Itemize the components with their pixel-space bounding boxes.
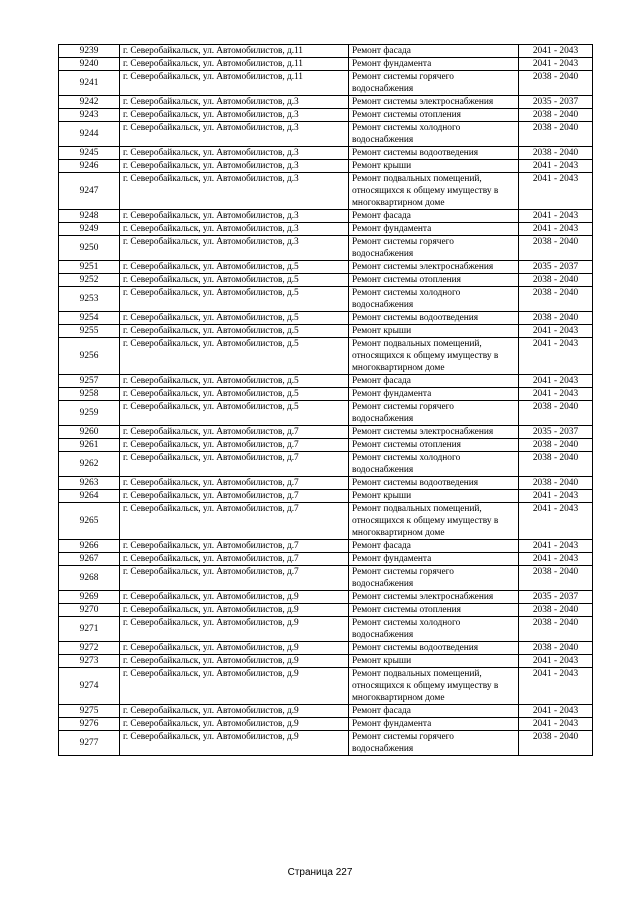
row-number: 9255 xyxy=(59,325,120,338)
row-work-type: Ремонт системы электроснабжения xyxy=(349,96,519,109)
row-number: 9256 xyxy=(59,338,120,375)
row-period: 2038 - 2040 xyxy=(519,287,593,312)
table-row xyxy=(59,731,593,756)
row-work-type: Ремонт фундамента xyxy=(349,388,519,401)
row-number: 9241 xyxy=(59,71,120,96)
row-period: 2035 - 2037 xyxy=(519,261,593,274)
row-number: 9245 xyxy=(59,147,120,160)
row-period: 2041 - 2043 xyxy=(519,388,593,401)
row-work-type: Ремонт крыши xyxy=(349,325,519,338)
row-period: 2038 - 2040 xyxy=(519,401,593,426)
table-row xyxy=(59,274,593,287)
row-period: 2038 - 2040 xyxy=(519,147,593,160)
table-row xyxy=(59,452,593,477)
table-row xyxy=(59,439,593,452)
row-period: 2038 - 2040 xyxy=(519,452,593,477)
row-address: г. Северобайкальск, ул. Автомобилистов, д.9 xyxy=(120,705,349,718)
table-row xyxy=(59,705,593,718)
row-address: г. Северобайкальск, ул. Автомобилистов, д.3 xyxy=(120,147,349,160)
row-work-type: Ремонт фундамента xyxy=(349,718,519,731)
table-row xyxy=(59,591,593,604)
row-work-type: Ремонт системы электроснабжения xyxy=(349,426,519,439)
table-row xyxy=(59,236,593,261)
row-period: 2041 - 2043 xyxy=(519,655,593,668)
row-work-type: Ремонт подвальных помещений, относящихся к общему имуществу в многоквартирном доме xyxy=(349,668,519,705)
table-row xyxy=(59,426,593,439)
row-work-type: Ремонт фасада xyxy=(349,705,519,718)
row-work-type: Ремонт системы отопления xyxy=(349,109,519,122)
table-row xyxy=(59,223,593,236)
row-address: г. Северобайкальск, ул. Автомобилистов, д.3 xyxy=(120,122,349,147)
row-address: г. Северобайкальск, ул. Автомобилистов, д.9 xyxy=(120,668,349,705)
table-row xyxy=(59,668,593,705)
row-period: 2041 - 2043 xyxy=(519,223,593,236)
row-period: 2038 - 2040 xyxy=(519,109,593,122)
table-row xyxy=(59,96,593,109)
row-work-type: Ремонт системы горячего водоснабжения xyxy=(349,401,519,426)
row-number: 9261 xyxy=(59,439,120,452)
row-work-type: Ремонт фундамента xyxy=(349,553,519,566)
row-period: 2041 - 2043 xyxy=(519,540,593,553)
row-work-type: Ремонт фундамента xyxy=(349,58,519,71)
row-number: 9257 xyxy=(59,375,120,388)
row-period: 2041 - 2043 xyxy=(519,705,593,718)
row-number: 9267 xyxy=(59,553,120,566)
row-work-type: Ремонт системы горячего водоснабжения xyxy=(349,731,519,756)
row-work-type: Ремонт системы холодного водоснабжения xyxy=(349,287,519,312)
table-row xyxy=(59,338,593,375)
row-address: г. Северобайкальск, ул. Автомобилистов, д.3 xyxy=(120,173,349,210)
row-number: 9246 xyxy=(59,160,120,173)
row-number: 9243 xyxy=(59,109,120,122)
row-work-type: Ремонт фасада xyxy=(349,45,519,58)
table-row xyxy=(59,401,593,426)
row-work-type: Ремонт подвальных помещений, относящихся к общему имуществу в многоквартирном доме xyxy=(349,173,519,210)
row-period: 2035 - 2037 xyxy=(519,591,593,604)
table-row xyxy=(59,503,593,540)
row-work-type: Ремонт системы отопления xyxy=(349,604,519,617)
row-period: 2038 - 2040 xyxy=(519,617,593,642)
row-work-type: Ремонт крыши xyxy=(349,160,519,173)
row-number: 9275 xyxy=(59,705,120,718)
row-work-type: Ремонт крыши xyxy=(349,490,519,503)
row-work-type: Ремонт системы отопления xyxy=(349,439,519,452)
row-work-type: Ремонт крыши xyxy=(349,655,519,668)
table-row xyxy=(59,540,593,553)
row-number: 9272 xyxy=(59,642,120,655)
row-period: 2038 - 2040 xyxy=(519,604,593,617)
row-period: 2038 - 2040 xyxy=(519,731,593,756)
row-address: г. Северобайкальск, ул. Автомобилистов, д.7 xyxy=(120,540,349,553)
row-address: г. Северобайкальск, ул. Автомобилистов, д.3 xyxy=(120,96,349,109)
row-address: г. Северобайкальск, ул. Автомобилистов, д.7 xyxy=(120,503,349,540)
row-address: г. Северобайкальск, ул. Автомобилистов, д.5 xyxy=(120,274,349,287)
row-address: г. Северобайкальск, ул. Автомобилистов, д.9 xyxy=(120,731,349,756)
row-number: 9252 xyxy=(59,274,120,287)
row-number: 9268 xyxy=(59,566,120,591)
row-work-type: Ремонт системы водоотведения xyxy=(349,477,519,490)
row-period: 2041 - 2043 xyxy=(519,45,593,58)
row-address: г. Северобайкальск, ул. Автомобилистов, д.9 xyxy=(120,642,349,655)
table-row xyxy=(59,261,593,274)
row-number: 9271 xyxy=(59,617,120,642)
row-work-type: Ремонт системы горячего водоснабжения xyxy=(349,236,519,261)
row-work-type: Ремонт системы отопления xyxy=(349,274,519,287)
row-number: 9276 xyxy=(59,718,120,731)
row-work-type: Ремонт системы холодного водоснабжения xyxy=(349,452,519,477)
row-period: 2041 - 2043 xyxy=(519,490,593,503)
row-address: г. Северобайкальск, ул. Автомобилистов, д.7 xyxy=(120,452,349,477)
row-address: г. Северобайкальск, ул. Автомобилистов, д.5 xyxy=(120,287,349,312)
table-row xyxy=(59,71,593,96)
row-address: г. Северобайкальск, ул. Автомобилистов, д.3 xyxy=(120,109,349,122)
row-number: 9264 xyxy=(59,490,120,503)
row-work-type: Ремонт системы водоотведения xyxy=(349,642,519,655)
row-work-type: Ремонт подвальных помещений, относящихся к общему имуществу в многоквартирном доме xyxy=(349,338,519,375)
table-row xyxy=(59,173,593,210)
table-row xyxy=(59,477,593,490)
row-address: г. Северобайкальск, ул. Автомобилистов, д.7 xyxy=(120,426,349,439)
row-period: 2038 - 2040 xyxy=(519,642,593,655)
row-number: 9258 xyxy=(59,388,120,401)
table-row xyxy=(59,58,593,71)
row-address: г. Северобайкальск, ул. Автомобилистов, д.11 xyxy=(120,58,349,71)
table-row xyxy=(59,287,593,312)
row-number: 9251 xyxy=(59,261,120,274)
row-number: 9259 xyxy=(59,401,120,426)
row-period: 2038 - 2040 xyxy=(519,71,593,96)
table-row xyxy=(59,147,593,160)
row-work-type: Ремонт системы горячего водоснабжения xyxy=(349,71,519,96)
row-work-type: Ремонт фасада xyxy=(349,540,519,553)
row-number: 9247 xyxy=(59,173,120,210)
row-period: 2038 - 2040 xyxy=(519,312,593,325)
row-period: 2041 - 2043 xyxy=(519,210,593,223)
row-number: 9265 xyxy=(59,503,120,540)
row-address: г. Северобайкальск, ул. Автомобилистов, д.5 xyxy=(120,338,349,375)
row-work-type: Ремонт системы водоотведения xyxy=(349,312,519,325)
row-number: 9248 xyxy=(59,210,120,223)
row-period: 2041 - 2043 xyxy=(519,160,593,173)
row-number: 9273 xyxy=(59,655,120,668)
row-address: г. Северобайкальск, ул. Автомобилистов, д.5 xyxy=(120,388,349,401)
row-number: 9277 xyxy=(59,731,120,756)
row-number: 9244 xyxy=(59,122,120,147)
row-period: 2041 - 2043 xyxy=(519,58,593,71)
row-address: г. Северобайкальск, ул. Автомобилистов, д.5 xyxy=(120,401,349,426)
row-address: г. Северобайкальск, ул. Автомобилистов, д.5 xyxy=(120,375,349,388)
table-row xyxy=(59,642,593,655)
row-address: г. Северобайкальск, ул. Автомобилистов, д.3 xyxy=(120,236,349,261)
table-body xyxy=(59,45,593,756)
row-work-type: Ремонт подвальных помещений, относящихся к общему имуществу в многоквартирном доме xyxy=(349,503,519,540)
row-period: 2038 - 2040 xyxy=(519,439,593,452)
row-number: 9260 xyxy=(59,426,120,439)
row-period: 2038 - 2040 xyxy=(519,274,593,287)
repair-schedule-table xyxy=(58,44,593,756)
row-work-type: Ремонт системы горячего водоснабжения xyxy=(349,566,519,591)
row-address: г. Северобайкальск, ул. Автомобилистов, д.7 xyxy=(120,490,349,503)
table-row xyxy=(59,122,593,147)
row-address: г. Северобайкальск, ул. Автомобилистов, д.11 xyxy=(120,45,349,58)
row-work-type: Ремонт фасада xyxy=(349,375,519,388)
row-number: 9253 xyxy=(59,287,120,312)
row-period: 2041 - 2043 xyxy=(519,668,593,705)
table-row xyxy=(59,109,593,122)
row-address: г. Северобайкальск, ул. Автомобилистов, д.9 xyxy=(120,617,349,642)
row-period: 2041 - 2043 xyxy=(519,503,593,540)
row-work-type: Ремонт системы холодного водоснабжения xyxy=(349,122,519,147)
table-row xyxy=(59,604,593,617)
row-number: 9242 xyxy=(59,96,120,109)
table-row xyxy=(59,160,593,173)
row-work-type: Ремонт фундамента xyxy=(349,223,519,236)
row-address: г. Северобайкальск, ул. Автомобилистов, д.3 xyxy=(120,210,349,223)
row-address: г. Северобайкальск, ул. Автомобилистов, д.11 xyxy=(120,71,349,96)
table-row xyxy=(59,617,593,642)
row-address: г. Северобайкальск, ул. Автомобилистов, д.9 xyxy=(120,604,349,617)
row-work-type: Ремонт фасада xyxy=(349,210,519,223)
table-row xyxy=(59,325,593,338)
row-address: г. Северобайкальск, ул. Автомобилистов, д.3 xyxy=(120,160,349,173)
row-work-type: Ремонт системы электроснабжения xyxy=(349,261,519,274)
table-row xyxy=(59,490,593,503)
row-period: 2041 - 2043 xyxy=(519,375,593,388)
row-address: г. Северобайкальск, ул. Автомобилистов, д.7 xyxy=(120,553,349,566)
table-row xyxy=(59,655,593,668)
row-work-type: Ремонт системы водоотведения xyxy=(349,147,519,160)
table-row xyxy=(59,45,593,58)
table-row xyxy=(59,553,593,566)
row-number: 9262 xyxy=(59,452,120,477)
row-number: 9249 xyxy=(59,223,120,236)
row-address: г. Северобайкальск, ул. Автомобилистов, д.5 xyxy=(120,261,349,274)
row-number: 9274 xyxy=(59,668,120,705)
row-number: 9254 xyxy=(59,312,120,325)
row-period: 2035 - 2037 xyxy=(519,426,593,439)
row-work-type: Ремонт системы холодного водоснабжения xyxy=(349,617,519,642)
row-period: 2041 - 2043 xyxy=(519,338,593,375)
table-row xyxy=(59,375,593,388)
row-period: 2041 - 2043 xyxy=(519,553,593,566)
row-period: 2038 - 2040 xyxy=(519,477,593,490)
row-address: г. Северобайкальск, ул. Автомобилистов, д.7 xyxy=(120,477,349,490)
row-address: г. Северобайкальск, ул. Автомобилистов, д.5 xyxy=(120,325,349,338)
row-period: 2038 - 2040 xyxy=(519,236,593,261)
row-number: 9266 xyxy=(59,540,120,553)
row-address: г. Северобайкальск, ул. Автомобилистов, д.7 xyxy=(120,439,349,452)
row-address: г. Северобайкальск, ул. Автомобилистов, д.5 xyxy=(120,312,349,325)
table-row xyxy=(59,388,593,401)
row-period: 2035 - 2037 xyxy=(519,96,593,109)
row-number: 9269 xyxy=(59,591,120,604)
row-number: 9263 xyxy=(59,477,120,490)
table-row xyxy=(59,718,593,731)
row-number: 9270 xyxy=(59,604,120,617)
row-address: г. Северобайкальск, ул. Автомобилистов, д.9 xyxy=(120,655,349,668)
row-address: г. Северобайкальск, ул. Автомобилистов, д.9 xyxy=(120,591,349,604)
row-period: 2041 - 2043 xyxy=(519,718,593,731)
table-row xyxy=(59,312,593,325)
row-address: г. Северобайкальск, ул. Автомобилистов, д.9 xyxy=(120,718,349,731)
table-row xyxy=(59,566,593,591)
row-period: 2038 - 2040 xyxy=(519,566,593,591)
page-footer: Страница 227 xyxy=(287,867,353,878)
row-address: г. Северобайкальск, ул. Автомобилистов, д.7 xyxy=(120,566,349,591)
row-number: 9240 xyxy=(59,58,120,71)
row-number: 9239 xyxy=(59,45,120,58)
row-address: г. Северобайкальск, ул. Автомобилистов, д.3 xyxy=(120,223,349,236)
row-work-type: Ремонт системы электроснабжения xyxy=(349,591,519,604)
row-period: 2041 - 2043 xyxy=(519,173,593,210)
row-number: 9250 xyxy=(59,236,120,261)
row-period: 2041 - 2043 xyxy=(519,325,593,338)
table-row xyxy=(59,210,593,223)
row-period: 2038 - 2040 xyxy=(519,122,593,147)
